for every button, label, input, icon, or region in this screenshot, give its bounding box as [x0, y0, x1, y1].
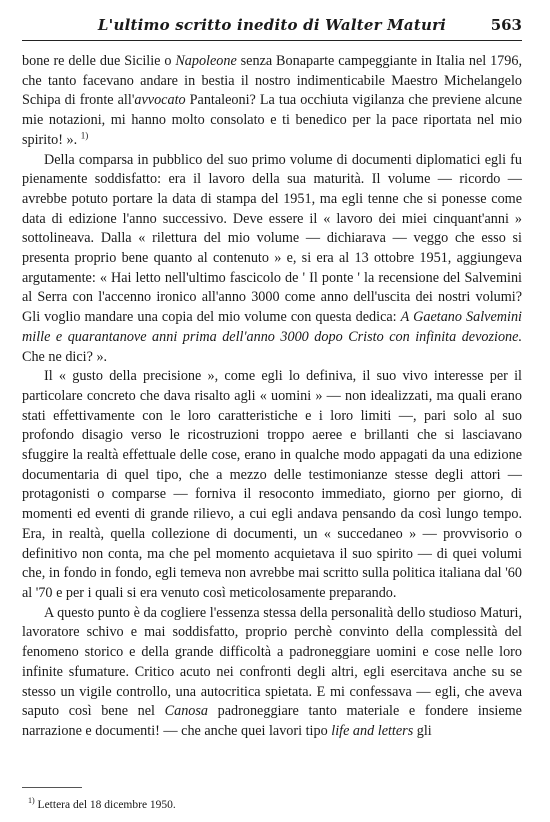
text-run: Che ne dici? ». — [22, 348, 108, 365]
page-header — [22, 10, 522, 41]
text-run: bone re delle due Sicilie o — [22, 53, 176, 69]
paragraph — [22, 151, 522, 368]
running-title: L'ultimo scritto inedito di Walter Maturi — [97, 16, 447, 34]
text-run: A questo punto è da cogliere l'essenza stessa della personalità dello studioso Maturi, lavoratore schivo e mai soddisfatto, proprio perchè convinto della complessità del fenomeno storico e della grande difficoltà a padroneggiare uomini e cose nelle loro infinite sfumature. Critico acuto nei confronti degli altri, egli esercitava anche su se stesso un vigile controllo, una autocritica spietata. E mi confessava — egli, che aveva saputo così bene nel — [22, 604, 522, 720]
paragraph — [22, 367, 522, 603]
paragraph — [22, 52, 522, 151]
italic-text: avvocato — [134, 92, 186, 109]
italic-text: Canosa — [164, 703, 208, 720]
footnote-text: Lettera del 18 dicembre 1950. — [37, 798, 176, 811]
text-run: Pantaleoni? La tua occhiuta vigilanza che previene alcune mie notazioni, mi hanno molto consolato e ti benedico per la pace riportata nel mio spirito! ». — [22, 92, 522, 148]
text-run: padroneggiare tanto materiale e fondere insieme narrazione e documenti! — che anche quei lavori tipo — [22, 703, 522, 739]
italic-text: A Gaetano Salvemini mille e quarantanove anni prima dell'anno 3000 dopo Cristo con infinita devozione. — [22, 309, 522, 345]
body-text — [22, 52, 522, 742]
footnote-mark: 1) — [28, 796, 35, 805]
italic-text: life and letters — [331, 722, 414, 739]
paragraph — [22, 604, 522, 742]
text-run: senza Bonaparte campeggiante in Italia nel 1796, che tanto facevano andare in bestia il nostro indimenticabile Maestro Michelangelo Schipa di fronte all' — [22, 53, 522, 109]
footnote-rule — [22, 787, 82, 788]
footnote-reference: 1) — [80, 130, 89, 141]
footnote — [28, 796, 522, 811]
page-number: 563 — [490, 16, 522, 34]
text-run: Della comparsa in pubblico del suo primo volume di documenti diplomatici egli fu pienamente soddisfatto: era il lavoro della sua maturità. Il volume — ricordo — avrebbe potuto portare la data di stampa del 1951, ma egli tenne che si ponesse come data di edizione l'anno successivo. Deve essere il « lavoro dei miei cinquant'anni » sottolineava. Dalla « rilettura del mio volume — dichiarava — veggo che esso si presenta proprio bene quanto al contenuto » e, si era al 13 ottobre 1951, aggiungeva argutamente: « Hai letto nell'ultimo fascicolo de ' Il ponte ' la recensione del Salvemini al Serra con l'accenno ironico all'anno 3000 come anno dell'uscita dei nostri volumi? Gli voglio mandare una copia del mio volume con questa dedica: — [22, 151, 522, 326]
text-run: gli — [413, 722, 432, 739]
italic-text: Napoleone — [175, 53, 237, 69]
text-run: Il « gusto della precisione », come egli lo definiva, il suo vivo interesse per il particolare concreto che dava risalto agli « uomini » — non idealizzati, ma quali erano stati effettivamente con le loro caratteristiche e i loro limiti —, pari solo al suo profondo disagio verso le ricostruzioni troppo aeree e brillanti che si lasciavano sfuggire la realtà effettuale delle cose, erano in qualche modo appagati da una edizione documentaria di quel tipo, che a mezzo delle testimonianze stesse degli attori — protagonisti o comparse — forniva il resoconto immediato, giorno per giorno, di momenti ed eventi di grande rilievo, a cui egli andava pensando da così lungo tempo. Era, in realtà, quella collezione di documenti, un « succedaneo » — provvisorio o definitivo non conta, ma che pel momento acquietava il suo spirito — di quei volumi che, in fondo in fondo, egli temeva non avrebbe mai scritto sulla politica italiana dal '60 al '70 e per i quali si era venuto così meticolosamente preparando. — [22, 368, 522, 601]
